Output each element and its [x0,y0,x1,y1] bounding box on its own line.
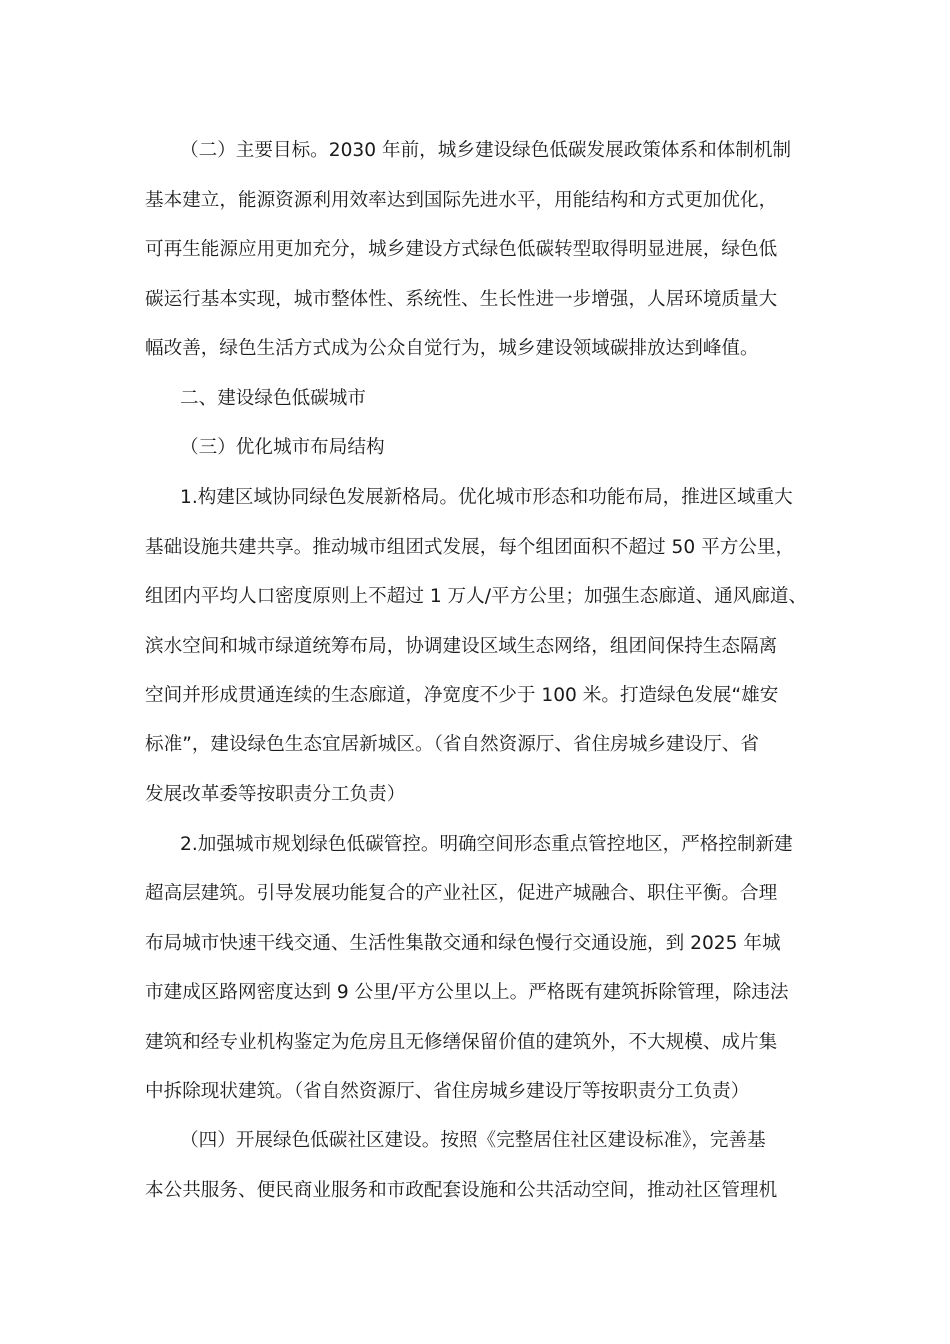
text-line: 中拆除现状建筑。（省自然资源厅、省住房城乡建设厅等按职责分工负责） [145,1081,750,1102]
text-line: 发展改革委等按职责分工负责） [145,784,406,805]
text-line: 标准”，建设绿色生态宜居新城区。（省自然资源厅、省住房城乡建设厅、省 [145,734,759,755]
section-heading: 二、建设绿色低碳城市 [180,388,366,409]
text-line: 本公共服务、便民商业服务和市政配套设施和公共活动空间，推动社区管理机 [145,1180,778,1201]
text-line: 基本建立，能源资源利用效率达到国际先进水平，用能结构和方式更加优化， [145,190,778,211]
subsection-heading: （三）优化城市布局结构 [180,437,385,458]
text-line: （二）主要目标。2030 年前，城乡建设绿色低碳发展政策体系和体制机制 [180,140,792,161]
text-line: 空间并形成贯通连续的生态廊道，净宽度不少于 100 米。打造绿色发展“雄安 [145,685,779,706]
text-line: 组团内平均人口密度原则上不超过 1 万人/平方公里；加强生态廊道、通风廊道、 [145,586,808,607]
text-line: 滨水空间和城市绿道统筹布局，协调建设区域生态网络，组团间保持生态隔离 [145,636,778,657]
text-line: 建筑和经专业机构鉴定为危房且无修缮保留价值的建筑外，不大规模、成片集 [145,1032,778,1053]
text-line: 基础设施共建共享。推动城市组团式发展，每个组团面积不超过 50 平方公里， [145,537,795,558]
text-line: 幅改善，绿色生活方式成为公众自觉行为，城乡建设领域碳排放达到峰值。 [145,338,759,359]
text-line: （四）开展绿色低碳社区建设。按照《完整居住社区建设标准》，完善基 [180,1130,766,1151]
text-line: 碳运行基本实现，城市整体性、系统性、生长性进一步增强，人居环境质量大 [145,289,778,310]
text-line: 市建成区路网密度达到 9 公里/平方公里以上。严格既有建筑拆除管理，除违法 [145,982,789,1003]
text-line: 2.加强城市规划绿色低碳管控。明确空间形态重点管控地区，严格控制新建 [180,834,793,855]
text-line: 1.构建区域协同绿色发展新格局。优化城市形态和功能布局，推进区域重大 [180,487,793,508]
text-line: 布局城市快速干线交通、生活性集散交通和绿色慢行交通设施，到 2025 年城 [145,933,781,954]
text-line: 超高层建筑。引导发展功能复合的产业社区，促进产城融合、职住平衡。合理 [145,883,778,904]
text-line: 可再生能源应用更加充分，城乡建设方式绿色低碳转型取得明显进展，绿色低 [145,239,778,260]
